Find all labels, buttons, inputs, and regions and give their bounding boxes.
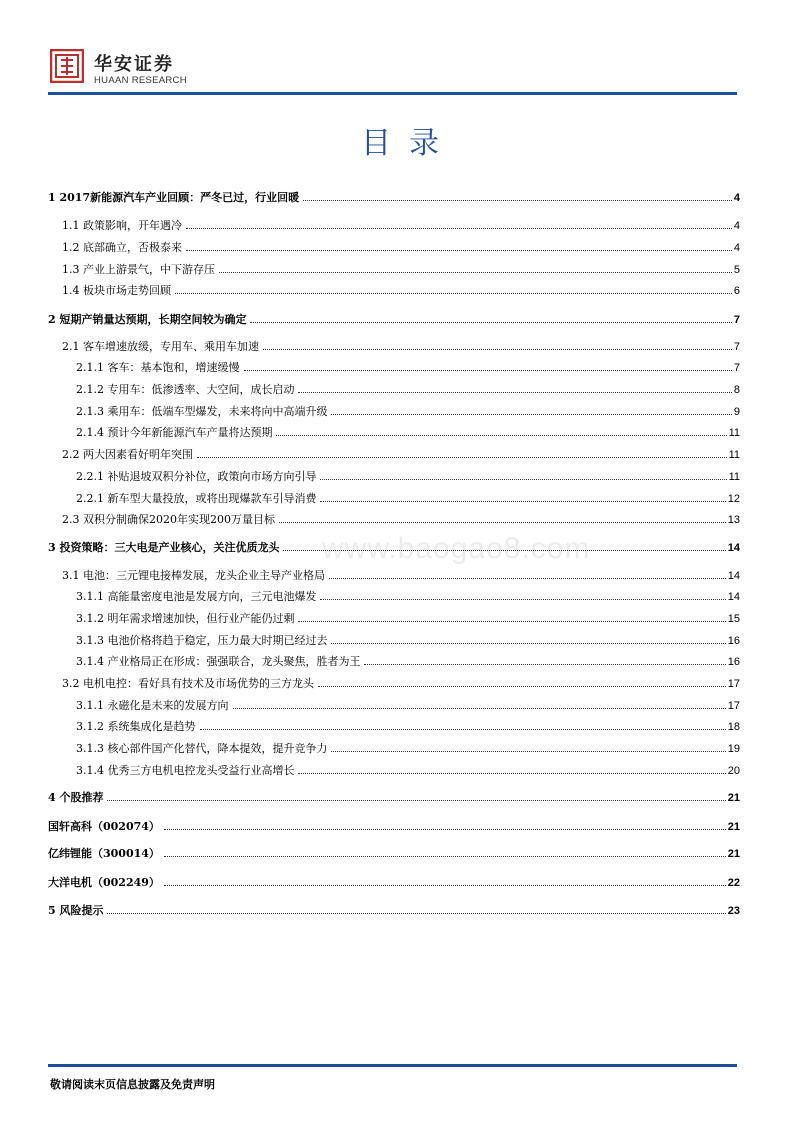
toc-leader-dots bbox=[298, 391, 731, 393]
toc-entry-page-number: 21 bbox=[727, 848, 740, 860]
toc-entry-label: 3.2 电机电控：看好具有技术及市场优势的三方龙头 bbox=[62, 677, 314, 690]
toc-leader-dots bbox=[233, 707, 726, 709]
toc-entry[interactable] bbox=[76, 489, 740, 509]
toc-entry-page-number: 19 bbox=[727, 743, 740, 755]
toc-entry[interactable] bbox=[76, 402, 740, 422]
toc-leader-dots bbox=[164, 855, 726, 857]
toc-entry-page-number: 8 bbox=[733, 384, 740, 396]
toc-entry-label: 3 投资策略：三大电是产业核心，关注优质龙头 bbox=[48, 541, 280, 554]
toc-leader-dots bbox=[364, 663, 725, 665]
toc-leader-dots bbox=[318, 685, 726, 687]
toc-entry-page-number: 5 bbox=[733, 264, 740, 276]
toc-entry-page-number: 22 bbox=[727, 877, 740, 889]
toc-entry-page-number: 20 bbox=[727, 765, 740, 777]
toc-entry-label: 国轩高科（002074） bbox=[48, 820, 160, 833]
toc-entry-page-number: 7 bbox=[733, 314, 740, 326]
toc-entry[interactable] bbox=[62, 281, 740, 301]
toc-entry[interactable] bbox=[48, 844, 740, 864]
toc-entry-page-number: 11 bbox=[728, 427, 740, 439]
toc-entry[interactable] bbox=[62, 337, 740, 357]
toc-leader-dots bbox=[298, 772, 725, 774]
toc-entry[interactable] bbox=[62, 445, 740, 465]
toc-leader-dots bbox=[329, 577, 726, 579]
toc-leader-dots bbox=[279, 521, 726, 523]
toc-entry-page-number: 18 bbox=[727, 721, 740, 733]
toc-leader-dots bbox=[263, 348, 732, 350]
toc-entry-page-number: 21 bbox=[727, 821, 740, 833]
toc-entry[interactable] bbox=[76, 739, 740, 759]
toc-leader-dots bbox=[298, 620, 725, 622]
toc-entry-label: 1.2 底部确立，否极泰来 bbox=[62, 241, 182, 254]
toc-leader-dots bbox=[164, 828, 726, 830]
toc-entry-page-number: 14 bbox=[727, 591, 740, 603]
toc-entry[interactable] bbox=[62, 238, 740, 258]
toc-leader-dots bbox=[186, 227, 732, 229]
toc-entry[interactable] bbox=[62, 510, 740, 530]
toc-entry-page-number: 17 bbox=[727, 678, 740, 690]
toc-entry[interactable] bbox=[76, 380, 740, 400]
toc-entry[interactable] bbox=[76, 423, 740, 443]
toc-entry-label: 3.1 电池：三元锂电接棒发展，龙头企业主导产业格局 bbox=[62, 569, 325, 582]
toc-leader-dots bbox=[283, 549, 725, 551]
watermark: www.baogao8.com bbox=[322, 532, 591, 565]
logo-seal-icon bbox=[50, 49, 84, 83]
toc-entry-page-number: 15 bbox=[727, 613, 740, 625]
toc-leader-dots bbox=[164, 884, 726, 886]
toc-entry-label: 亿纬锂能（300014） bbox=[48, 847, 160, 860]
toc-entry-label: 5 风险提示 bbox=[48, 904, 104, 917]
toc-leader-dots bbox=[320, 598, 725, 600]
toc-entry-label: 1.1 政策影响，开年遇冷 bbox=[62, 219, 182, 232]
toc-entry[interactable] bbox=[62, 674, 740, 694]
toc-entry-label: 1.3 产业上游景气，中下游存压 bbox=[62, 263, 215, 276]
brand-name-en: HUAAN RESEARCH bbox=[94, 75, 187, 86]
toc-entry[interactable] bbox=[48, 817, 740, 837]
toc-entry[interactable] bbox=[76, 609, 740, 629]
toc-entry-page-number: 6 bbox=[733, 285, 740, 297]
toc-leader-dots bbox=[320, 478, 726, 480]
toc-entry-page-number: 16 bbox=[727, 635, 740, 647]
toc-leader-dots bbox=[331, 413, 731, 415]
toc-entry[interactable] bbox=[76, 587, 740, 607]
toc-entry-label: 3.1.2 系统集成化是趋势 bbox=[76, 720, 196, 733]
toc-leader-dots bbox=[320, 500, 725, 502]
toc-entry-label: 1.4 板块市场走势回顾 bbox=[62, 284, 171, 297]
toc-entry-label: 3.1.2 明年需求增速加快，但行业产能仍过剩 bbox=[76, 612, 295, 625]
toc-leader-dots bbox=[219, 271, 732, 273]
toc-entry-page-number: 12 bbox=[727, 493, 740, 505]
toc-leader-dots bbox=[200, 728, 726, 730]
toc-leader-dots bbox=[276, 434, 726, 436]
toc-entry-label: 2.1 客车增速放缓，专用车、乘用车加速 bbox=[62, 340, 259, 353]
toc-entry-page-number: 21 bbox=[727, 792, 740, 804]
toc-entry-label: 2.3 双积分制确保2020年实现200万量目标 bbox=[62, 513, 275, 526]
toc-entry-page-number: 11 bbox=[728, 471, 740, 483]
toc-entry-label: 3.1.1 永磁化是未来的发展方向 bbox=[76, 699, 229, 712]
toc-entry-label: 3.1.4 优秀三方电机电控龙头受益行业高增长 bbox=[76, 764, 295, 777]
toc-entry[interactable] bbox=[76, 696, 740, 716]
toc-entry-label: 1 2017新能源汽车产业回顾：严冬已过，行业回暖 bbox=[48, 191, 300, 204]
toc-entry[interactable] bbox=[48, 873, 740, 893]
toc-entry[interactable] bbox=[48, 538, 740, 558]
toc-entry-label: 大洋电机（002249） bbox=[48, 876, 160, 889]
toc-entry-label: 2.1.3 乘用车：低端车型爆发，未来将向中高端升级 bbox=[76, 405, 328, 418]
toc-leader-dots bbox=[186, 249, 732, 251]
header-divider bbox=[48, 92, 737, 95]
toc-entry[interactable] bbox=[76, 717, 740, 737]
toc-entry-label: 2.2 两大因素看好明年突围 bbox=[62, 448, 193, 461]
toc-entry[interactable] bbox=[76, 761, 740, 781]
page-title: 目录 bbox=[361, 126, 457, 161]
toc-entry-page-number: 13 bbox=[727, 514, 740, 526]
toc-entry-label: 2 短期产销量达预期，长期空间较为确定 bbox=[48, 313, 247, 326]
toc-entry-label: 2.1.1 客车：基本饱和，增速缓慢 bbox=[76, 361, 240, 374]
toc-entry[interactable] bbox=[48, 901, 740, 921]
toc-entry-page-number: 4 bbox=[733, 220, 740, 232]
toc-entry[interactable] bbox=[48, 788, 740, 808]
toc-entry[interactable] bbox=[76, 358, 740, 378]
toc-leader-dots bbox=[303, 199, 732, 201]
toc-entry-page-number: 4 bbox=[733, 192, 740, 204]
toc-leader-dots bbox=[197, 456, 727, 458]
toc-leader-dots bbox=[175, 292, 732, 294]
toc-entry-page-number: 23 bbox=[727, 905, 740, 917]
toc-leader-dots bbox=[244, 369, 732, 371]
toc-entry-page-number: 4 bbox=[733, 242, 740, 254]
toc-entry[interactable] bbox=[62, 566, 740, 586]
toc-entry[interactable] bbox=[76, 652, 740, 672]
footer-disclaimer: 敬请阅读末页信息披露及免责声明 bbox=[50, 1078, 215, 1091]
toc-entry-page-number: 7 bbox=[733, 341, 740, 353]
toc-leader-dots bbox=[107, 799, 725, 801]
toc-entry-page-number: 9 bbox=[733, 406, 740, 418]
toc-entry-label: 3.1.3 核心部件国产化替代，降本提效，提升竞争力 bbox=[76, 742, 328, 755]
toc-entry-page-number: 14 bbox=[727, 570, 740, 582]
toc-entry-label: 4 个股推荐 bbox=[48, 791, 104, 804]
toc-entry-page-number: 11 bbox=[728, 449, 740, 461]
toc-entry[interactable] bbox=[76, 631, 740, 651]
toc-entry-page-number: 14 bbox=[727, 542, 740, 554]
footer-divider bbox=[48, 1064, 737, 1067]
toc-entry[interactable] bbox=[62, 260, 740, 280]
toc-entry[interactable] bbox=[48, 188, 740, 208]
toc-entry-label: 3.1.4 产业格局正在形成：强强联合，龙头聚焦，胜者为王 bbox=[76, 655, 361, 668]
toc-entry[interactable] bbox=[76, 467, 740, 487]
toc-leader-dots bbox=[107, 912, 725, 914]
toc-entry-label: 2.2.1 补贴退坡双积分补位，政策向市场方向引导 bbox=[76, 470, 317, 483]
toc-entry-label: 2.1.2 专用车：低渗透率、大空间，成长启动 bbox=[76, 383, 295, 396]
toc-entry[interactable] bbox=[48, 310, 740, 330]
brand-name-cn: 华安证券 bbox=[94, 54, 174, 75]
toc-entry-label: 2.2.1 新车型大量投放，或将出现爆款车引导消费 bbox=[76, 492, 317, 505]
toc-leader-dots bbox=[331, 642, 725, 644]
toc-leader-dots bbox=[331, 750, 725, 752]
toc-entry-page-number: 17 bbox=[727, 700, 740, 712]
toc-entry-page-number: 7 bbox=[733, 362, 740, 374]
toc-entry-label: 3.1.1 高能量密度电池是发展方向，三元电池爆发 bbox=[76, 590, 317, 603]
toc-entry[interactable] bbox=[62, 216, 740, 236]
toc-entry-label: 2.1.4 预计今年新能源汽车产量将达预期 bbox=[76, 426, 273, 439]
toc-leader-dots bbox=[250, 321, 731, 323]
toc-entry-page-number: 16 bbox=[727, 656, 740, 668]
toc-entry-label: 3.1.3 电池价格将趋于稳定，压力最大时期已经过去 bbox=[76, 634, 328, 647]
